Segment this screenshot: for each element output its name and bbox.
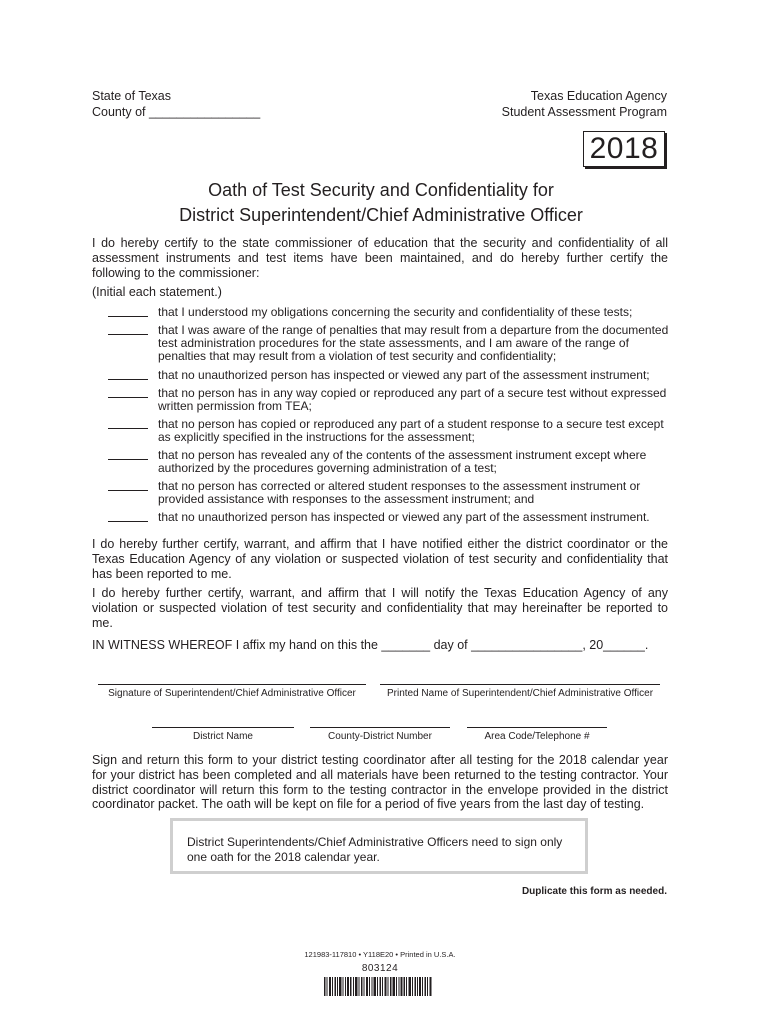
statement-item (108, 480, 672, 506)
statement-item (108, 306, 672, 319)
notice-box (170, 818, 588, 874)
statement-text: that no unauthorized person has inspected or viewed any part of the assessment instrument; (158, 368, 650, 382)
initial-blank[interactable] (108, 480, 148, 491)
header-right (420, 88, 667, 120)
statement-text: that no person has revealed any of the contents of the assessment instrument except where authorized by the procedures governing administration of a test; (158, 448, 647, 475)
initial-blank[interactable] (108, 387, 148, 398)
county-district-number-line[interactable] (310, 727, 450, 728)
return-instructions: Sign and return this form to your district testing coordinator after all testing for the 2018 calendar year for your district has been completed and all materials have been returned to the testing contractor. Your district coordinator will return this form to the testing contractor in the envelope provided in the district coordinator packet. The oath will be kept on file for a period of five years from the last day of testing. (92, 753, 668, 812)
statement-item (108, 369, 672, 382)
duplicate-note: Duplicate this form as needed. (521, 886, 667, 897)
title-line-2: District Superintendent/Chief Administrative Officer (179, 205, 583, 225)
initial-note: (Initial each statement.) (92, 285, 222, 299)
initial-blank[interactable] (108, 369, 148, 380)
intro-paragraph: I do hereby certify to the state commissioner of education that the security and confidentiality of all assessment instruments and test items have been maintained, and do hereby further certify the following to the commissioner: (92, 236, 668, 280)
printed-name-label: Printed Name of Superintendent/Chief Administrative Officer (386, 688, 654, 699)
statement-text: that no unauthorized person has inspected or viewed any part of the assessment instrument. (158, 510, 650, 524)
district-name-line[interactable] (152, 727, 294, 728)
title-line-1: Oath of Test Security and Confidentiality for (208, 180, 554, 200)
statement-item (108, 511, 672, 524)
statement-text: that I understood my obligations concerning the security and confidentiality of these tests; (158, 305, 633, 319)
witness-line[interactable]: IN WITNESS WHEREOF I affix my hand on this the _______ day of ________________, 20______. (92, 638, 649, 652)
telephone-label: Area Code/Telephone # (484, 731, 590, 742)
initial-blank[interactable] (108, 306, 148, 317)
state-label: State of Texas (92, 89, 171, 103)
notice-text: District Superintendents/Chief Administrative Officers need to sign only one oath for the 2018 calendar year. (187, 835, 563, 864)
statement-text: that no person has in any way copied or reproduced any part of a secure test without expressed written permission from TEA; (158, 386, 667, 413)
statement-text: that I was aware of the range of penalties that may result from a departure from the documented test administration procedures for the state assessments, and I am aware of the range of penalties that may result from a violation of test security and confidentiality; (158, 323, 669, 363)
program-name: Student Assessment Program (501, 105, 667, 119)
statement-text: that no person has copied or reproduced any part of a student response to a secure test except as explicitly specified in the instructions for the assessment; (158, 417, 664, 444)
county-district-number-label: County-District Number (328, 731, 432, 742)
initial-blank[interactable] (108, 418, 148, 429)
statement-item (108, 387, 672, 413)
printed-name-line[interactable] (380, 684, 660, 685)
year-badge: 2018 (583, 131, 665, 167)
initial-blank[interactable] (108, 449, 148, 460)
agency-name: Texas Education Agency (530, 89, 667, 103)
county-field[interactable]: County of ________________ (92, 105, 261, 119)
document-number: 803124 (361, 963, 399, 974)
statement-item (108, 449, 672, 475)
initial-blank[interactable] (108, 511, 148, 522)
initial-blank[interactable] (108, 324, 148, 335)
district-name-label: District Name (192, 731, 253, 742)
barcode-icon (324, 977, 432, 996)
signature-line[interactable] (98, 684, 366, 685)
statement-item (108, 324, 672, 363)
signature-label: Signature of Superintendent/Chief Administrative Officer (108, 688, 356, 699)
telephone-line[interactable] (467, 727, 607, 728)
statement-text: that no person has corrected or altered student responses to the assessment instrument or provided assistance with responses to the assessment instrument; and (158, 479, 641, 506)
page-title (92, 178, 670, 228)
header-left (92, 88, 260, 120)
certify-will-notify-paragraph: I do hereby further certify, warrant, and affirm that I will notify the Texas Education Agency of any violation or suspected violation of test security and confidentiality that may hereinafter be reported to me. (92, 586, 668, 630)
statement-item (108, 418, 672, 444)
printing-codes: 121983-117810 • Y118E20 • Printed in U.S.A. (304, 950, 456, 959)
certify-notified-paragraph: I do hereby further certify, warrant, and affirm that I have notified either the district coordinator or the Texas Education Agency of any violation or suspected violation of test security and confidentiality that has been reported to me. (92, 537, 668, 581)
